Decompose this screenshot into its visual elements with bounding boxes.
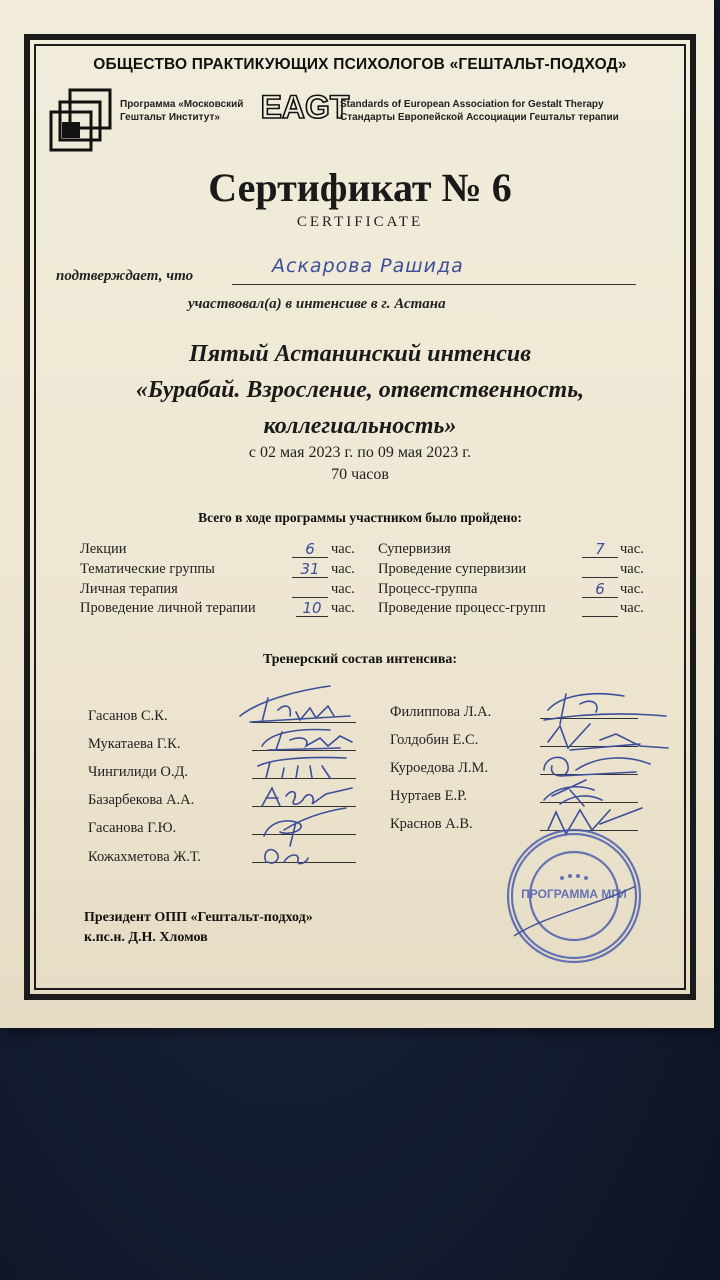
trainers-header: Тренерский состав интенсива: — [262, 652, 458, 667]
signature-mukataeva-icon — [262, 730, 352, 750]
hours-unit: час. — [331, 561, 355, 577]
hours-label: Личная терапия — [80, 581, 178, 597]
hours-unit: час. — [331, 600, 355, 616]
hours-value: 7 — [582, 541, 618, 558]
stamp-icon — [504, 826, 644, 966]
certificate-title: Сертификат № 6 — [208, 165, 512, 210]
hours-label: Процесс-группа — [378, 581, 478, 597]
signature-filippova-icon — [544, 694, 666, 724]
hours-value: 10 — [296, 600, 328, 617]
hours-label: Проведение процесс-групп — [378, 600, 546, 616]
trainer-name: Нуртаев Е.Р. — [390, 788, 467, 804]
trainer-name: Куроедова Л.М. — [390, 760, 489, 776]
intensive-line-3: коллегиальность» — [263, 413, 457, 439]
signature-chingilidi-icon — [258, 757, 346, 778]
hours-unit: час. — [620, 541, 644, 557]
trainer-name: Гасанов С.К. — [88, 708, 168, 724]
participated-label: участвовал(а) в интенсиве в г. Астана — [188, 296, 446, 312]
trainer-name: Краснов А.В. — [390, 816, 473, 832]
hours-value: 31 — [292, 561, 328, 578]
hours-unit: час. — [331, 581, 355, 597]
intensive-dates: с 02 мая 2023 г. по 09 мая 2023 г. — [248, 444, 472, 461]
signature-goldobin-icon — [548, 724, 668, 750]
recipient-name: Аскарова Рашида — [272, 255, 464, 277]
intensive-line-2: «Бурабай. Взросление, ответственность, — [135, 377, 585, 403]
eagt-line-1: Standards of European Association for Gestalt Therapy — [340, 99, 604, 110]
hours-label: Лекции — [80, 541, 127, 557]
signature-kuroedova-icon — [544, 757, 650, 776]
trainer-name: Кожахметова Ж.Т. — [88, 849, 201, 865]
trainer-name: Голдобин Е.С. — [390, 732, 479, 748]
confirms-label: подтверждает, что — [56, 268, 194, 284]
president-title: Президент ОПП «Гештальт-подход» — [84, 910, 313, 925]
hours-label: Проведение супервизии — [378, 561, 527, 577]
stamp-text: ПРОГРАММА МГИ — [521, 887, 627, 901]
intensive-hours: 70 часов — [331, 466, 389, 483]
signature-gasanov-icon — [240, 686, 350, 722]
society-name: ОБЩЕСТВО ПРАКТИКУЮЩИХ ПСИХОЛОГОВ «ГЕШТАЛЬТ-ПОДХОД» — [93, 56, 627, 73]
hours-unit: час. — [620, 561, 644, 577]
signature-bazarbekova-icon — [262, 788, 352, 806]
program-line-2: Гештальт Институт» — [120, 112, 220, 123]
program-line-1: Программа «Московский — [120, 99, 244, 110]
hours-label: Проведение личной терапии — [80, 600, 256, 616]
hours-unit: час. — [620, 581, 644, 597]
trainer-name: Мукатаева Г.К. — [88, 736, 181, 752]
eagt-logo-text: EAGT — [260, 89, 350, 125]
president-name: к.пс.н. Д.Н. Хломов — [84, 930, 208, 945]
hours-label: Тематические группы — [80, 561, 215, 577]
hours-value: 6 — [582, 581, 618, 598]
certificate-subtitle: CERTIFICATE — [296, 214, 424, 230]
trainer-name: Чингилиди О.Д. — [88, 764, 189, 780]
hours-unit: час. — [331, 541, 355, 557]
president-block — [84, 908, 313, 948]
hours-unit: час. — [620, 600, 644, 616]
trainer-name: Базарбекова А.А. — [88, 792, 195, 808]
intensive-line-1: Пятый Астанинский интенсив — [189, 341, 531, 367]
trainer-name: Филиппова Л.А. — [390, 704, 492, 720]
signature-nurtaev-icon — [544, 780, 602, 806]
totals-header: Всего в ходе программы участником было пройдено: — [198, 510, 522, 525]
hours-label: Супервизия — [378, 541, 451, 557]
signature-kozhakhmetova-icon — [265, 850, 308, 864]
eagt-line-2: Стандарты Европейской Ассоциации Гештальт терапии — [340, 112, 619, 123]
trainer-name: Гасанова Г.Ю. — [88, 820, 177, 836]
signature-gasanova-icon — [264, 808, 346, 846]
hours-value: 6 — [292, 541, 328, 558]
